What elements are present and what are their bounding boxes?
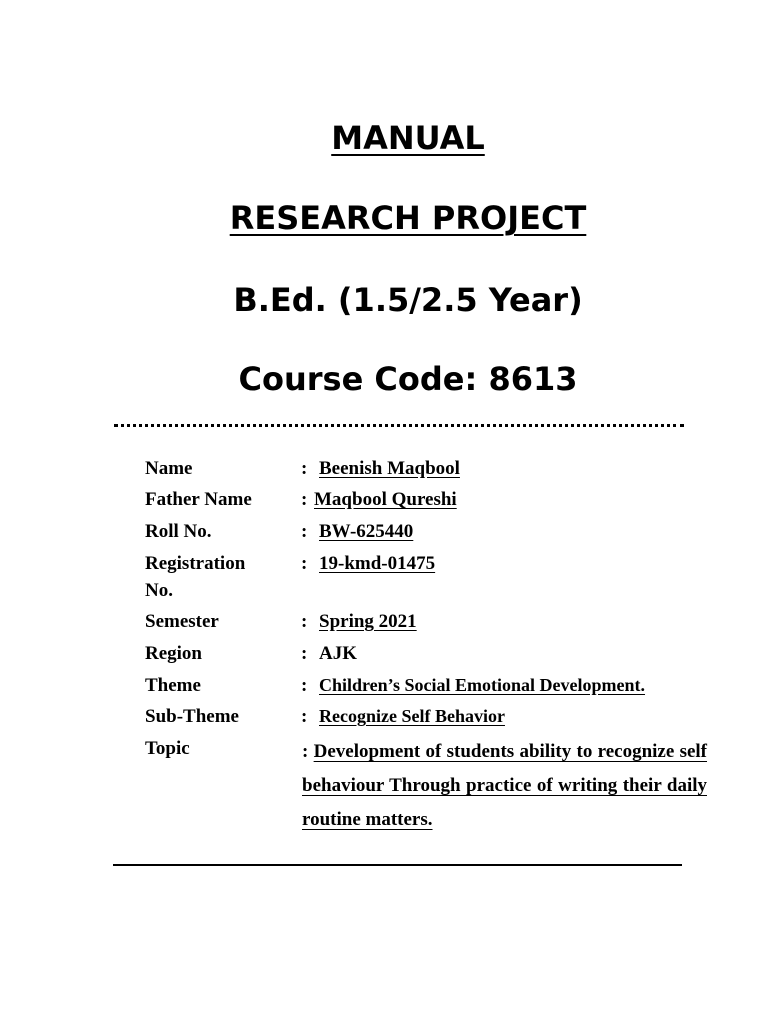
- field-label: Topic: [145, 738, 190, 759]
- field-label: Semester: [145, 611, 219, 632]
- field-separator: :: [301, 611, 308, 632]
- field-label: Registration No.: [145, 553, 246, 601]
- field-value: Recognize Self Behavior: [319, 706, 505, 726]
- bottom-rule: [113, 864, 682, 866]
- field-separator: :: [302, 741, 309, 762]
- field-label: Region: [145, 643, 202, 664]
- field-separator: :: [301, 458, 308, 479]
- field-value: BW-625440: [319, 521, 414, 542]
- field-value: Maqbool Qureshi: [314, 489, 457, 510]
- field-value: 19-kmd-01475: [319, 553, 436, 574]
- field-value: Spring 2021: [319, 611, 417, 632]
- title-manual: MANUAL: [331, 119, 485, 157]
- title-program: B.Ed. (1.5/2.5 Year): [233, 281, 583, 319]
- field-separator: :: [301, 643, 308, 664]
- field-label: Father Name: [145, 489, 252, 510]
- field-separator: :: [301, 489, 308, 510]
- topic-text: Development of students ability to recognize self behaviour Through practice of writing their daily routine matters.: [302, 741, 708, 830]
- field-separator: :: [301, 675, 308, 696]
- title-research-project: RESEARCH PROJECT: [229, 199, 587, 237]
- field-separator: :: [301, 553, 308, 574]
- field-value: AJK: [319, 643, 357, 664]
- field-label: Sub-Theme: [145, 706, 239, 727]
- field-separator: :: [301, 706, 308, 727]
- field-value: Beenish Maqbool: [319, 458, 460, 479]
- field-label: Theme: [145, 675, 201, 696]
- title-course-code: Course Code: 8613: [238, 360, 578, 398]
- dotted-divider: [114, 424, 684, 427]
- field-label: Name: [145, 458, 193, 479]
- field-separator: :: [301, 521, 308, 542]
- field-label: Roll No.: [145, 521, 212, 542]
- field-value: [302, 735, 707, 837]
- field-value: Children’s Social Emotional Development.: [319, 675, 646, 695]
